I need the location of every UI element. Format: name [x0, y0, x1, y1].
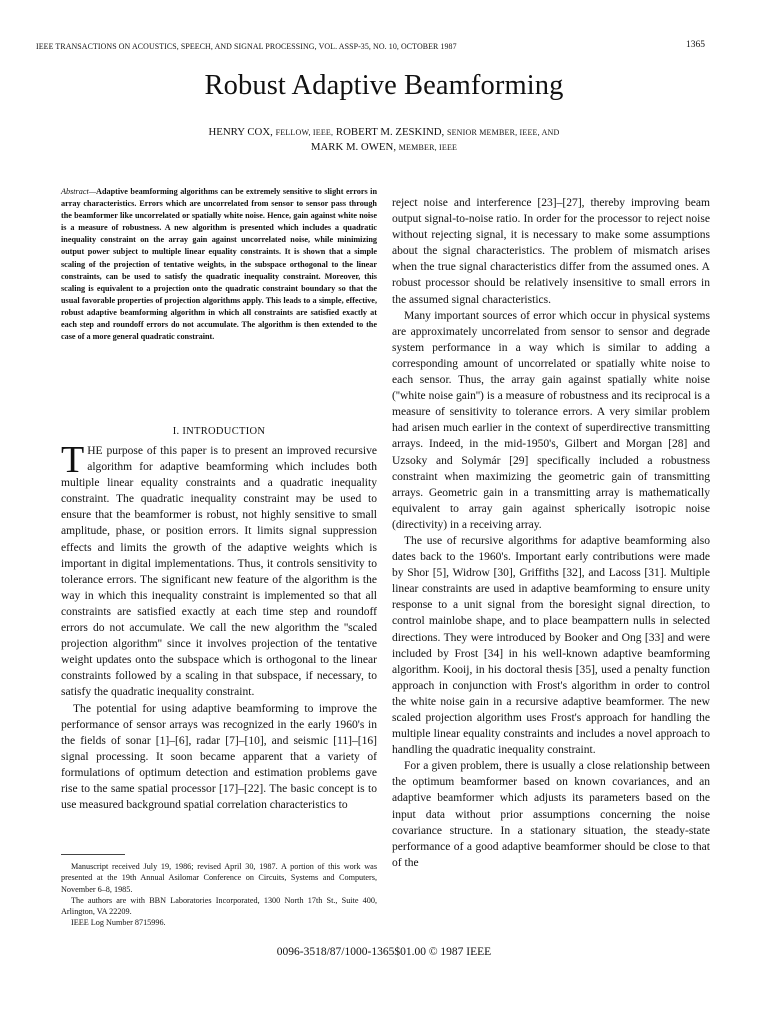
- body-paragraph: The use of recursive algorithms for adaptive beamforming also dates back to the 1960's. Important early contributions were made by Shor [5], Widrow [30], Griffiths [32], and Lacoss [31]. Multiple linear constraints are used in adaptive beamforming to ensure unity response to a unit signal from the boresight signal direction, to control mainlobe shape, and to place beampattern nulls in selected directions. They were introduced by Booker and Ong [33] and were included by Frost [34] in his well-known adaptive beamforming algorithm. Kooij, in his doctoral thesis [35], used a penalty function approach in conjunction with Frost's algorithm in order to control the white noise gain in a recursive adaptive beamformer. The new scaled projection algorithm uses Frost's approach for handling the multiple linear equality constraints and includes a novel approach to handling the quadratic inequality constraint.: [392, 534, 710, 757]
- right-column: [392, 195, 710, 871]
- footnote: The authors are with BBN Laboratories Incorporated, 1300 North 17th St., Suite 400, Arlington, VA 22209.: [61, 895, 377, 917]
- footnotes: [61, 861, 377, 929]
- paper-title: Robust Adaptive Beamforming: [204, 70, 564, 101]
- body-paragraph: For a given problem, there is usually a close relationship between the optimum beamformer based on known covariances, and an adaptive beamformer which adjusts its parameters based on the input data without prior assumptions concerning the noise covariance structure. In a stationary situation, the steady-state performance of a good adaptive beamformer should be close to that of the: [392, 760, 710, 869]
- author-role: MEMBER, IEEE: [398, 143, 458, 152]
- footnote: Manuscript received July 19, 1986; revised April 30, 1987. A portion of this work was presented at the 19th Annual Asilomar Conference on Circuits, Systems and Computers, November 6–8, 1985.: [61, 862, 377, 894]
- intro-paragraph: The potential for using adaptive beamforming to improve the performance of sensor arrays was recognized in the early 1960's in the fields of sonar [1]–[6], radar [7]–[10], and seismic [11]–[16] signal processing. It soon became apparent that a variety of formulations of optimum detection and estimation problems gave rise to the same spatial processor [17]–[22]. The basic concept is to use measured background spatial correlation characteristics to: [61, 702, 377, 812]
- introduction-body: [61, 439, 377, 813]
- author-name: ROBERT M. ZESKIND,: [335, 126, 445, 138]
- author-line-2: [0, 140, 768, 155]
- intro-paragraph-text: HE purpose of this paper is to present an improved recursive algorithm for adaptive beamforming which includes both multiple linear equality constraints and a quadratic inequality constraint. The quadratic inequality constraint may be used to ensure that the beamformer is robust, not highly sensitive to small amplitude, phase, or position errors. It limits signal suppression effects and limits the growth of the adaptive weights which is important in digital implementations. Thus, it controls sensitivity to tolerance errors. The significant new feature of the algorithm is the way in which this inequality constraint is implemented so that all constraints are satisfied exactly at each time step and roundoff errors do not accumulate. We call the new algorithm the ''scaled projection algorithm'' since it involves projection of the tentative weight updates onto the subspace which is orthogonal to the linear constraints followed by a scaling in that subspace, if necessary, to satisfy the quadratic inequality constraint.: [61, 445, 377, 699]
- abstract-text: Adaptive beamforming algorithms can be extremely sensitive to slight errors in array characteristics. Errors which are uncorrelated from sensor to sensor pass through the beamformer like uncorrelated or spatially white noise. Hence, gain against white noise is a measure of robustness. A new algorithm is presented which includes a quadratic inequality constraint on the array gain against uncorrelated noise, while minimizing output power subject to multiple linear equality constraints. It is shown that a simple scaling of the projection of tentative weights, in the subspace orthogonal to the linear constraints, can be used to satisfy the quadratic inequality constraint. Moreover, this scaling is equivalent to a projection onto the quadratic constraint boundary so that the usual favorable properties of projection algorithms apply. This leads to a simple, effective, robust adaptive beamforming algorithm in which all constraints are satisfied exactly at each step and roundoff errors do not accumulate. The algorithm is then extended to the case of a more general quadratic constraint.: [61, 187, 377, 342]
- copyright-line: 0096-3518/87/1000-1365$01.00 © 1987 IEEE: [276, 946, 492, 958]
- footnote: IEEE Log Number 8715996.: [71, 918, 166, 928]
- drop-cap: T: [61, 439, 85, 481]
- author-block: [0, 125, 768, 155]
- author-role: FELLOW, IEEE,: [275, 128, 334, 137]
- author-name: HENRY COX,: [208, 126, 273, 138]
- body-paragraph: Many important sources of error which occur in physical systems are approximately uncorrelated from sensor to sensor and degrade system performance in a way which is similar to adding a corresponding amount of uncorrelated or spatially white noise to each sensor. Thus, the array gain against spatially white noise (''white noise gain'') is a measure of robustness and its reciprocal is a measure of sensitivity to tolerance errors. A very similar problem had arisen much earlier in the context of superdirective transmitting arrays. Indeed, in the mid-1950's, Gilbert and Morgan [28] and Uzsoky and Solymár [29] specifically included a robustness constraint when maximizing the geometric gain of transmitting arrays. Geometric gain in a transmitting array is mathematically equivalent to array gain against spherically isotropic noise (directivity) in a receiving array.: [392, 309, 710, 531]
- author-line-1: [0, 125, 768, 140]
- body-paragraph: reject noise and interference [23]–[27], thereby improving beam output signal-to-noise ratio. In order for the processor to reject noise without rejecting signal, it is necessary to make some assumptions about the signal characteristics. The problem of mismatch arises when the true signal characteristics differ from the assumed ones. A robust processor should be relatively insensitive to small errors in the assumed signal characteristics.: [392, 197, 710, 306]
- section-heading: I. INTRODUCTION: [172, 426, 266, 437]
- author-role: SENIOR MEMBER, IEEE, AND: [446, 128, 560, 137]
- footnote-divider: [61, 854, 125, 855]
- abstract: [61, 186, 377, 343]
- intro-paragraph: [61, 439, 377, 701]
- author-name: MARK M. OWEN,: [310, 141, 397, 153]
- page-number: 1365: [686, 40, 705, 50]
- abstract-lead: Abstract—: [61, 187, 97, 196]
- running-head: IEEE TRANSACTIONS ON ACOUSTICS, SPEECH, AND SIGNAL PROCESSING, VOL. ASSP-35, NO. 10, OCTOBER 1987: [36, 42, 457, 51]
